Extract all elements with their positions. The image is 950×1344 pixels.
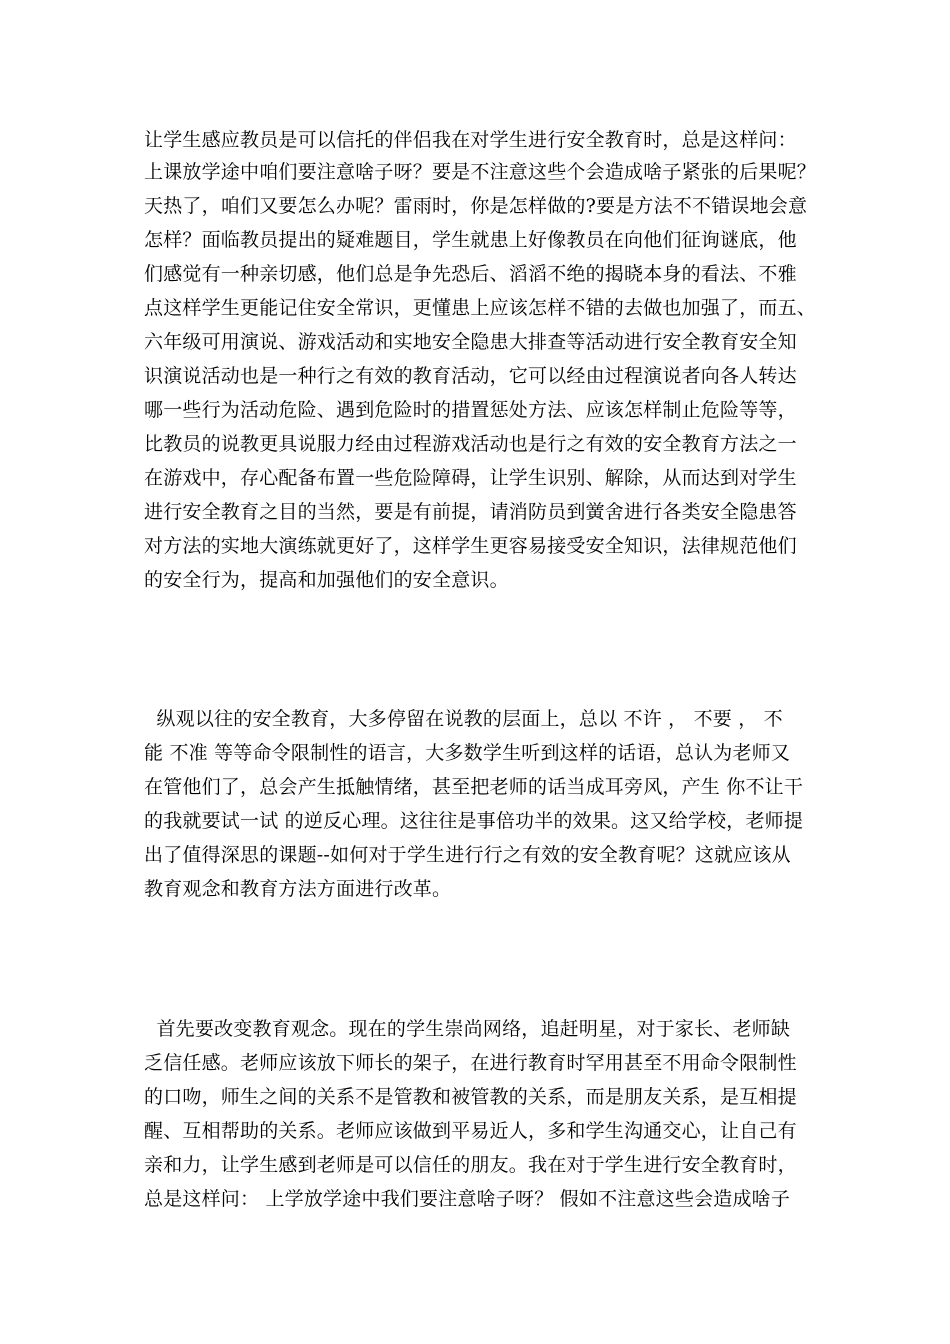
text-line: 进行安全教育之目的当然，要是有前提，请消防员到黉舍进行各类安全隐患答 xyxy=(144,501,797,523)
text-line: 们感觉有一种亲切感，他们总是争先恐后、滔滔不绝的揭晓本身的看法、不雅 xyxy=(144,263,797,285)
text-line: 在管他们了，总会产生抵触情绪，甚至把老师的话当成耳旁风，产生 你不让干 xyxy=(144,776,804,798)
text-line: 识演说活动也是一种行之有效的教育活动，它可以经由过程演说者向各人转达 xyxy=(144,365,797,387)
text-line: 纵观以往的安全教育，大多停留在说教的层面上，总以 不许 ， 不要 ， 不 xyxy=(144,708,783,730)
text-line: 教育观念和教育方法方面进行改革。 xyxy=(144,878,452,900)
text-line: 总是这样问： 上学放学途中我们要注意啥子呀？ 假如不注意这些会造成啥子 xyxy=(144,1188,791,1210)
text-line: 六年级可用演说、游戏活动和实地安全隐患大排查等活动进行安全教育安全知 xyxy=(144,331,797,353)
text-line: 能 不准 等等命令限制性的语言，大多数学生听到这样的话语，总认为老师又 xyxy=(144,742,791,764)
text-line: 醒、互相帮助的关系。老师应该做到平易近人，多和学生沟通交心，让自己有 xyxy=(144,1120,797,1142)
text-line: 的安全行为，提高和加强他们的安全意识。 xyxy=(144,569,509,591)
text-line: 在游戏中，存心配备布置一些危险障碍，让学生识别、解除，从而达到对学生 xyxy=(144,467,797,489)
text-line: 让学生感应教员是可以信托的伴侣我在对学生进行安全教育时，总是这样问： xyxy=(144,129,797,151)
text-line: 怎样？面临教员提出的疑难题目，学生就患上好像教员在向他们征询谜底，他 xyxy=(144,229,797,251)
text-line: 上课放学途中咱们要注意啥子呀？要是不注意这些个会造成啥子紧张的后果呢？ xyxy=(144,161,817,183)
text-line: 点这样学生更能记住安全常识，更懂患上应该怎样不错的去做也加强了，而五、 xyxy=(144,297,817,319)
text-line: 首先要改变教育观念。现在的学生崇尚网络，追赶明星，对于家长、老师缺 xyxy=(144,1018,791,1040)
text-line: 哪一些行为活动危险、遇到危险时的措置惩处方法、应该怎样制止危险等等， xyxy=(144,399,797,421)
text-line: 的我就要试一试 的逆反心理。这往往是事倍功半的效果。这又给学校，老师提 xyxy=(144,810,804,832)
text-line: 乏信任感。老师应该放下师长的架子，在进行教育时罕用甚至不用命令限制性 xyxy=(144,1052,797,1074)
text-line: 比教员的说教更具说服力经由过程游戏活动也是行之有效的安全教育方法之一 xyxy=(144,433,797,455)
text-line: 的口吻，师生之间的关系不是管教和被管教的关系，而是朋友关系，是互相提 xyxy=(144,1086,797,1108)
text-line: 天热了，咱们又要怎么办呢？雷雨时，你是怎样做的?要是方法不不错误地会意 xyxy=(144,195,808,217)
text-line: 亲和力，让学生感到老师是可以信任的朋友。我在对于学生进行安全教育时， xyxy=(144,1154,797,1176)
text-line: 出了值得深思的课题--如何对于学生进行行之有效的安全教育呢？这就应该从 xyxy=(144,844,791,866)
text-line: 对方法的实地大演练就更好了，这样学生更容易接受安全知识，法律规范他们 xyxy=(144,535,797,557)
